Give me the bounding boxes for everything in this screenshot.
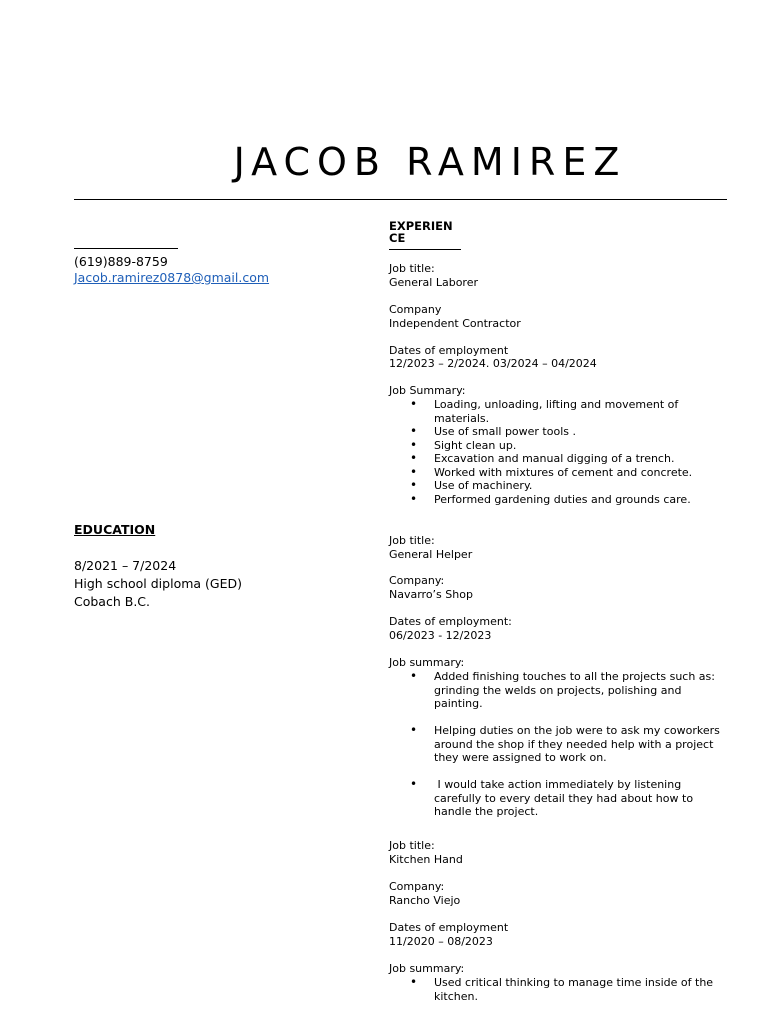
- job3-title-label: Job title:: [389, 839, 435, 852]
- contact-underline: [74, 248, 178, 249]
- job3-duties-list: [389, 976, 729, 1003]
- job2-dates-label: Dates of employment:: [389, 615, 512, 628]
- list-item: • Use of machinery.: [389, 479, 729, 493]
- education-heading: EDUCATION: [74, 522, 156, 537]
- list-item: • Worked with mixtures of cement and concrete.: [389, 466, 729, 480]
- job2-title-label: Job title:: [389, 534, 435, 547]
- list-item: • Used critical thinking to manage time inside of the kitchen.: [389, 976, 729, 1003]
- education-dates: 8/2021 – 7/2024: [74, 558, 177, 573]
- list-item: • Added finishing touches to all the projects such as: grinding the welds on projects, polishing and painting.: [389, 670, 729, 711]
- job3-summary-label: Job summary:: [389, 962, 465, 975]
- job1-summary-label: Job Summary:: [389, 384, 466, 397]
- list-item: • Sight clean up.: [389, 439, 729, 453]
- experience-heading: EXPERIENCE: [389, 220, 461, 250]
- education-diploma: High school diploma (GED): [74, 576, 242, 591]
- education-school: Cobach B.C.: [74, 594, 150, 609]
- job2-dates: 06/2023 - 12/2023: [389, 629, 492, 642]
- resume-name: JACOB RAMIREZ: [233, 140, 627, 184]
- job3-title: Kitchen Hand: [389, 853, 463, 866]
- list-item: • Use of small power tools .: [389, 425, 729, 439]
- phone-number: (619)889-8759: [74, 254, 168, 269]
- email-link[interactable]: Jacob.ramirez0878@gmail.com: [74, 270, 270, 285]
- job1-title-label: Job title:: [389, 262, 435, 275]
- list-item: • Helping duties on the job were to ask my coworkers around the shop if they needed help with a project they were assigned to work on.: [389, 724, 724, 765]
- list-item: • Excavation and manual digging of a trench.: [389, 452, 729, 466]
- job3-company-label: Company:: [389, 880, 445, 893]
- job3-company: Rancho Viejo: [389, 894, 461, 907]
- job1-dates: 12/2023 – 2/2024. 03/2024 – 04/2024: [389, 357, 597, 370]
- list-item: • I would take action immediately by listening carefully to every detail they had about how to handle the project.: [389, 778, 724, 819]
- job2-duties-list: [389, 670, 729, 819]
- header-divider: [74, 199, 727, 200]
- job3-dates: 11/2020 – 08/2023: [389, 935, 493, 948]
- job2-summary-label: Job summary:: [389, 656, 465, 669]
- job2-company: Navarro’s Shop: [389, 588, 473, 601]
- list-item: • Performed gardening duties and grounds care.: [389, 493, 729, 507]
- job3-dates-label: Dates of employment: [389, 921, 509, 934]
- job2-company-label: Company:: [389, 574, 445, 587]
- job1-title: General Laborer: [389, 276, 478, 289]
- job2-title: General Helper: [389, 548, 473, 561]
- job1-company: Independent Contractor: [389, 317, 521, 330]
- job1-dates-label: Dates of employment: [389, 344, 509, 357]
- job1-company-label: Company: [389, 303, 442, 316]
- list-item: • Loading, unloading, lifting and movement of materials.: [389, 398, 684, 425]
- job1-duties-list: [389, 398, 729, 506]
